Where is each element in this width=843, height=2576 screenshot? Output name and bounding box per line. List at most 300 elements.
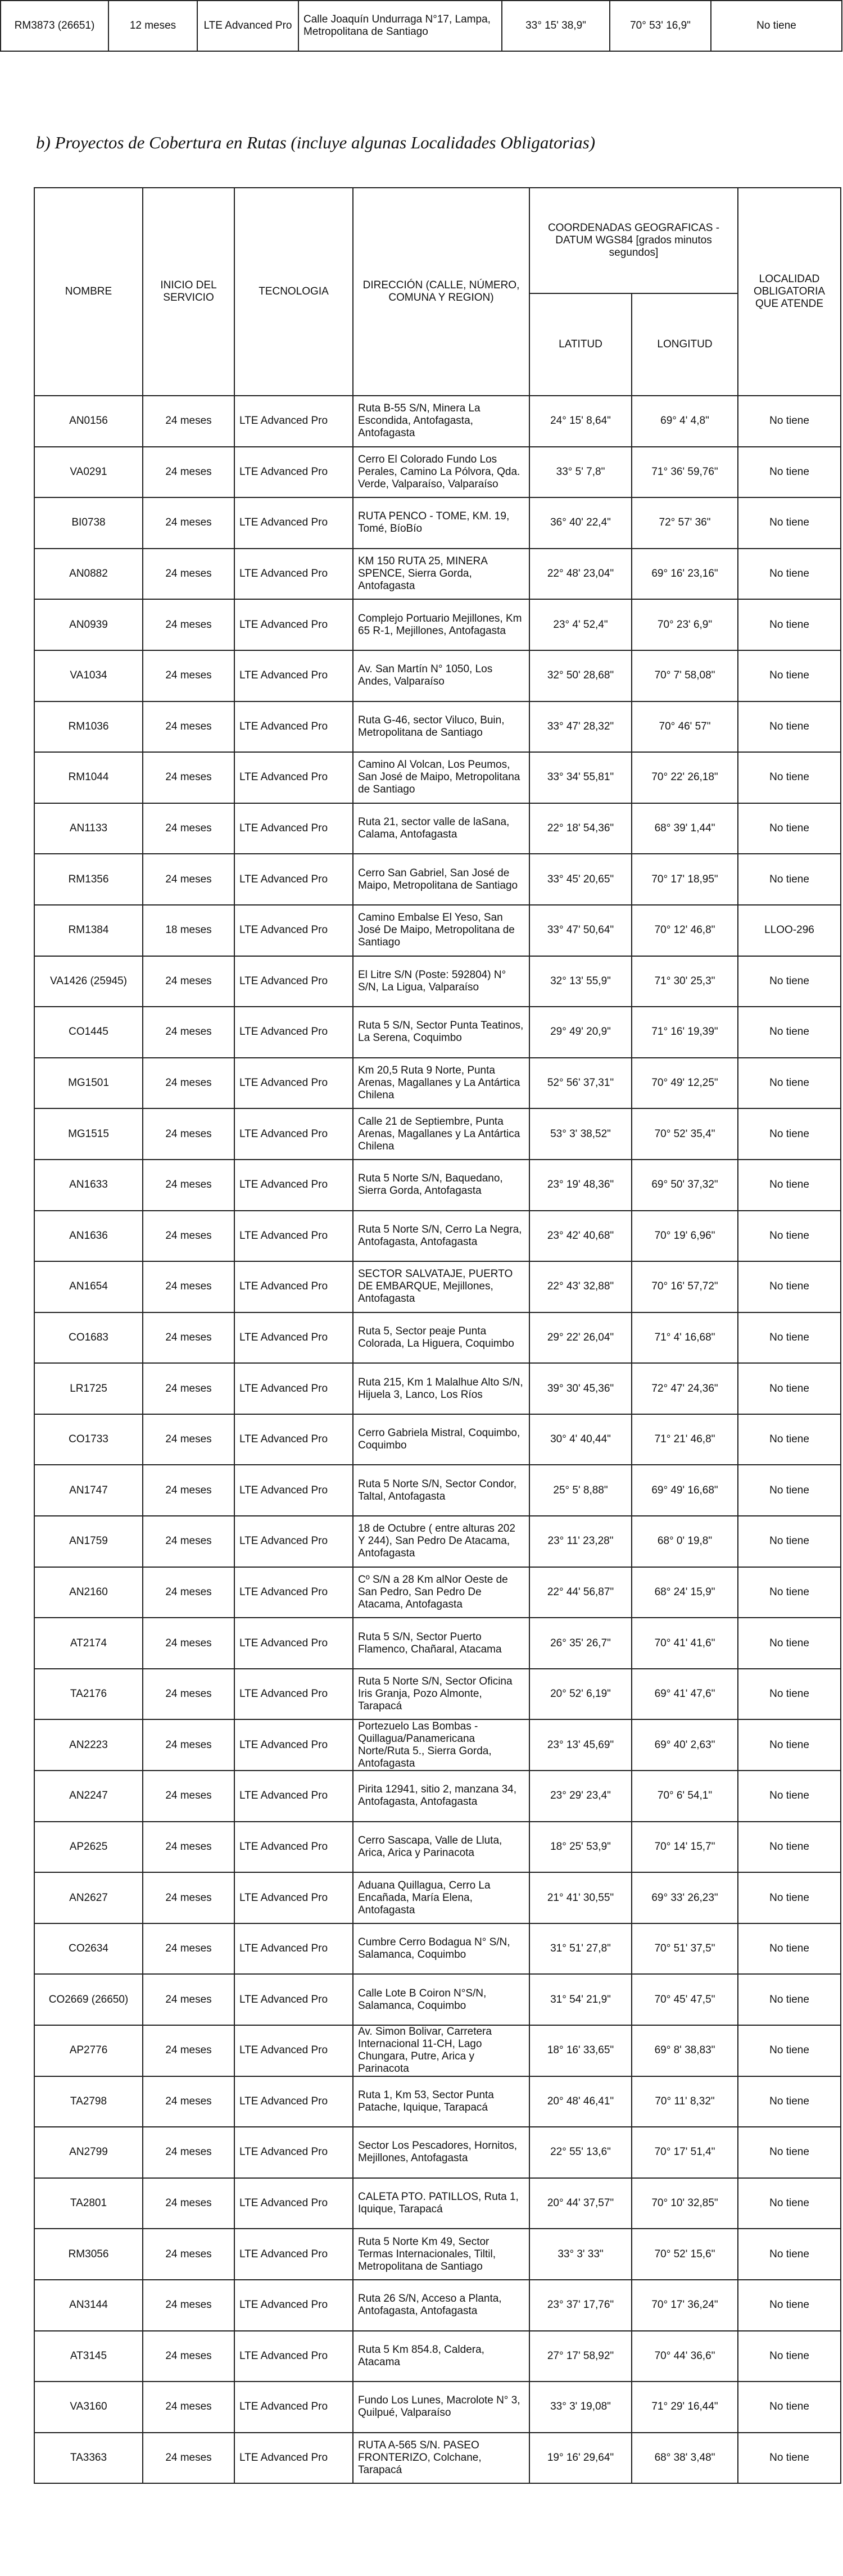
cell-inicio: 24 meses: [143, 650, 234, 701]
table-row: [34, 2280, 841, 2331]
cell-localidad: No tiene: [738, 1160, 841, 1211]
cell-localidad: No tiene: [738, 2025, 841, 2076]
cell-inicio: 24 meses: [143, 1211, 234, 1262]
cell-longitud: 70° 17' 51,4": [632, 2127, 738, 2178]
cell-latitud: 23° 37' 17,76": [529, 2280, 632, 2331]
cell-latitud: 29° 22' 26,04": [529, 1312, 632, 1364]
table-row: [34, 1108, 841, 1160]
cell-localidad: No tiene: [738, 1618, 841, 1669]
cell-localidad: No tiene: [738, 1822, 841, 1873]
cell-longitud: 69° 16' 23,16": [632, 549, 738, 600]
cell-direccion: Sector Los Pescadores, Hornitos, Mejillones, Antofagasta: [353, 2127, 529, 2178]
cell-direccion: Av. San Martín N° 1050, Los Andes, Valparaíso: [353, 650, 529, 701]
cell-direccion: Ruta 5, Sector peaje Punta Colorada, La Higuera, Coquimbo: [353, 1312, 529, 1364]
cell-localidad: No tiene: [738, 1465, 841, 1516]
cell-nombre: VA1034: [34, 650, 143, 701]
cell-direccion: Ruta 5 Norte S/N, Cerro La Negra, Antofagasta, Antofagasta: [353, 1211, 529, 1262]
cell-latitud: 29° 49' 20,9": [529, 1007, 632, 1058]
cell-tecnologia: LTE Advanced Pro: [234, 2025, 353, 2076]
header-tecnologia: TECNOLOGIA: [234, 188, 353, 396]
cell-localidad: No tiene: [738, 956, 841, 1007]
cell-localidad: No tiene: [738, 1923, 841, 1975]
table-row: [34, 1007, 841, 1058]
cell-inicio: 24 meses: [143, 2127, 234, 2178]
cell-nombre: VA0291: [34, 447, 143, 498]
cell-longitud: 68° 38' 3,48": [632, 2433, 738, 2484]
cell-nombre: VA3160: [34, 2382, 143, 2433]
cell-nombre: TA2801: [34, 2178, 143, 2229]
cell-tecnologia: LTE Advanced Pro: [234, 803, 353, 854]
cell-longitud: 70° 22' 26,18": [632, 752, 738, 803]
header-latitud: LATITUD: [529, 293, 632, 396]
previous-table-last-row: [0, 0, 842, 52]
cell-longitud: 70° 23' 6,9": [632, 599, 738, 650]
cell-latitud: 18° 25' 53,9": [529, 1822, 632, 1873]
table-row: [34, 905, 841, 956]
table-row: [34, 650, 841, 701]
cell-longitud: 68° 39' 1,44": [632, 803, 738, 854]
cell-inicio: 24 meses: [143, 1872, 234, 1923]
cell-direccion: 18 de Octubre ( entre alturas 202 Y 244), San Pedro De Atacama, Antofagasta: [353, 1516, 529, 1567]
cell-direccion: Cº S/N a 28 Km alNor Oeste de San Pedro, San Pedro De Atacama, Antofagasta: [353, 1567, 529, 1618]
cell-tecnologia: LTE Advanced Pro: [234, 599, 353, 650]
cell-nombre: AN3144: [34, 2280, 143, 2331]
cell-longitud: 70° 14' 15,7": [632, 1822, 738, 1873]
cell-direccion: Aduana Quillagua, Cerro La Encañada, María Elena, Antofagasta: [353, 1872, 529, 1923]
cell-longitud: 69° 41' 47,6": [632, 1669, 738, 1720]
coverage-routes-table: [34, 187, 841, 2484]
table-row: [34, 2127, 841, 2178]
cell-nombre: MG1501: [34, 1058, 143, 1109]
cell-tecnologia: LTE Advanced Pro: [197, 1, 298, 51]
cell-direccion: Calle Joaquín Undurraga N°17, Lampa, Metropolitana de Santiago: [298, 1, 502, 51]
cell-nombre: AN2799: [34, 2127, 143, 2178]
table-row: [34, 803, 841, 854]
cell-longitud: 70° 6' 54,1": [632, 1771, 738, 1822]
cell-inicio: 24 meses: [143, 1414, 234, 1465]
cell-latitud: 20° 44' 37,57": [529, 2178, 632, 2229]
cell-nombre: AT3145: [34, 2331, 143, 2382]
table-row: [34, 599, 841, 650]
cell-latitud: 33° 3' 33": [529, 2229, 632, 2280]
cell-localidad: No tiene: [738, 2280, 841, 2331]
cell-inicio: 24 meses: [143, 956, 234, 1007]
cell-nombre: AT2174: [34, 1618, 143, 1669]
cell-tecnologia: LTE Advanced Pro: [234, 1567, 353, 1618]
cell-tecnologia: LTE Advanced Pro: [234, 1872, 353, 1923]
cell-tecnologia: LTE Advanced Pro: [234, 2280, 353, 2331]
table-row: [34, 2178, 841, 2229]
cell-inicio: 24 meses: [143, 2178, 234, 2229]
table-row: [34, 1465, 841, 1516]
cell-latitud: 31° 54' 21,9": [529, 1974, 632, 2025]
cell-longitud: 70° 45' 47,5": [632, 1974, 738, 2025]
table-row: [34, 2433, 841, 2484]
cell-tecnologia: LTE Advanced Pro: [234, 1363, 353, 1414]
header-row: [34, 188, 841, 293]
cell-localidad: No tiene: [738, 2127, 841, 2178]
cell-longitud: 69° 4' 4,8": [632, 396, 738, 447]
cell-latitud: 33° 3' 19,08": [529, 2382, 632, 2433]
cell-inicio: 12 meses: [108, 1, 197, 51]
cell-nombre: TA3363: [34, 2433, 143, 2484]
cell-latitud: 23° 29' 23,4": [529, 1771, 632, 1822]
cell-longitud: 70° 7' 58,08": [632, 650, 738, 701]
cell-longitud: 70° 16' 57,72": [632, 1261, 738, 1312]
cell-direccion: Ruta 21, sector valle de laSana, Calama, Antofagasta: [353, 803, 529, 854]
cell-longitud: 68° 0' 19,8": [632, 1516, 738, 1567]
cell-direccion: Complejo Portuario Mejillones, Km 65 R-1, Mejillones, Antofagasta: [353, 599, 529, 650]
cell-inicio: 24 meses: [143, 447, 234, 498]
cell-direccion: Ruta 5 Norte S/N, Sector Oficina Iris Granja, Pozo Almonte, Tarapacá: [353, 1669, 529, 1720]
cell-direccion: Ruta B-55 S/N, Minera La Escondida, Antofagasta, Antofagasta: [353, 396, 529, 447]
cell-tecnologia: LTE Advanced Pro: [234, 1974, 353, 2025]
cell-nombre: RM1044: [34, 752, 143, 803]
cell-inicio: 24 meses: [143, 1669, 234, 1720]
cell-tecnologia: LTE Advanced Pro: [234, 2127, 353, 2178]
table-row: [34, 1058, 841, 1109]
cell-localidad: No tiene: [738, 1261, 841, 1312]
cell-longitud: 70° 11' 8,32": [632, 2076, 738, 2127]
cell-tecnologia: LTE Advanced Pro: [234, 1312, 353, 1364]
cell-inicio: 24 meses: [143, 2433, 234, 2484]
cell-inicio: 24 meses: [143, 1465, 234, 1516]
cell-latitud: 19° 16' 29,64": [529, 2433, 632, 2484]
cell-nombre: AN1636: [34, 1211, 143, 1262]
cell-nombre: CO1445: [34, 1007, 143, 1058]
cell-longitud: 71° 30' 25,3": [632, 956, 738, 1007]
cell-localidad: No tiene: [738, 854, 841, 905]
cell-inicio: 24 meses: [143, 803, 234, 854]
cell-inicio: 24 meses: [143, 599, 234, 650]
cell-tecnologia: LTE Advanced Pro: [234, 1465, 353, 1516]
cell-tecnologia: LTE Advanced Pro: [234, 1669, 353, 1720]
cell-localidad: No tiene: [738, 497, 841, 549]
cell-inicio: 24 meses: [143, 1567, 234, 1618]
cell-inicio: 24 meses: [143, 1160, 234, 1211]
cell-nombre: RM3056: [34, 2229, 143, 2280]
cell-direccion: KM 150 RUTA 25, MINERA SPENCE, Sierra Gorda, Antofagasta: [353, 549, 529, 600]
cell-localidad: No tiene: [738, 599, 841, 650]
cell-inicio: 24 meses: [143, 1108, 234, 1160]
cell-localidad: No tiene: [738, 701, 841, 753]
cell-inicio: 24 meses: [143, 1974, 234, 2025]
cell-tecnologia: LTE Advanced Pro: [234, 549, 353, 600]
cell-inicio: 24 meses: [143, 2382, 234, 2433]
cell-tecnologia: LTE Advanced Pro: [234, 2076, 353, 2127]
cell-localidad: No tiene: [738, 1007, 841, 1058]
cell-nombre: RM1356: [34, 854, 143, 905]
cell-inicio: 24 meses: [143, 2025, 234, 2076]
cell-tecnologia: LTE Advanced Pro: [234, 1414, 353, 1465]
cell-latitud: 53° 3' 38,52": [529, 1108, 632, 1160]
cell-localidad: No tiene: [738, 2433, 841, 2484]
cell-latitud: 24° 15' 8,64": [529, 396, 632, 447]
cell-nombre: AN1133: [34, 803, 143, 854]
cell-direccion: SECTOR SALVATAJE, PUERTO DE EMBARQUE, Mejillones, Antofagasta: [353, 1261, 529, 1312]
cell-localidad: No tiene: [738, 1669, 841, 1720]
cell-tecnologia: LTE Advanced Pro: [234, 1058, 353, 1109]
table-row: [34, 1567, 841, 1618]
cell-inicio: 24 meses: [143, 1618, 234, 1669]
cell-localidad: No tiene: [738, 1363, 841, 1414]
cell-tecnologia: LTE Advanced Pro: [234, 1923, 353, 1975]
cell-longitud: 70° 10' 32,85": [632, 2178, 738, 2229]
cell-latitud: 33° 15' 38,9": [502, 1, 610, 51]
cell-inicio: 24 meses: [143, 396, 234, 447]
cell-direccion: Ruta 5 Km 854.8, Caldera, Atacama: [353, 2331, 529, 2382]
cell-direccion: Portezuelo Las Bombas - Quillagua/Panamericana Norte/Ruta 5., Sierra Gorda, Antofagasta: [353, 1719, 529, 1771]
cell-longitud: 68° 24' 15,9": [632, 1567, 738, 1618]
cell-direccion: Ruta 5 Norte S/N, Sector Condor, Taltal, Antofagasta: [353, 1465, 529, 1516]
cell-nombre: AN1654: [34, 1261, 143, 1312]
cell-tecnologia: LTE Advanced Pro: [234, 1771, 353, 1822]
table-row: [34, 1160, 841, 1211]
table-row: [34, 447, 841, 498]
table-row: [1, 1, 842, 51]
table-row: [34, 1363, 841, 1414]
cell-nombre: TA2798: [34, 2076, 143, 2127]
cell-localidad: No tiene: [738, 1312, 841, 1364]
cell-latitud: 23° 19' 48,36": [529, 1160, 632, 1211]
header-direccion: DIRECCIÓN (CALLE, NÚMERO, COMUNA Y REGION): [353, 188, 529, 396]
cell-latitud: 25° 5' 8,88": [529, 1465, 632, 1516]
cell-nombre: TA2176: [34, 1669, 143, 1720]
cell-longitud: 70° 49' 12,25": [632, 1058, 738, 1109]
cell-inicio: 24 meses: [143, 1312, 234, 1364]
cell-nombre: RM1384: [34, 905, 143, 956]
cell-longitud: 70° 17' 36,24": [632, 2280, 738, 2331]
cell-localidad: No tiene: [738, 1058, 841, 1109]
cell-localidad: No tiene: [738, 1567, 841, 1618]
cell-longitud: 70° 12' 46,8": [632, 905, 738, 956]
cell-tecnologia: LTE Advanced Pro: [234, 701, 353, 753]
cell-latitud: 31° 51' 27,8": [529, 1923, 632, 1975]
cell-inicio: 24 meses: [143, 2280, 234, 2331]
cell-longitud: 70° 52' 35,4": [632, 1108, 738, 1160]
cell-nombre: CO2634: [34, 1923, 143, 1975]
table-row: [34, 497, 841, 549]
cell-longitud: 70° 52' 15,6": [632, 2229, 738, 2280]
cell-direccion: Ruta G-46, sector Viluco, Buin, Metropolitana de Santiago: [353, 701, 529, 753]
table-row: [34, 1618, 841, 1669]
cell-inicio: 24 meses: [143, 1822, 234, 1873]
cell-nombre: AN2247: [34, 1771, 143, 1822]
cell-direccion: Ruta 5 S/N, Sector Puerto Flamenco, Chañaral, Atacama: [353, 1618, 529, 1669]
cell-localidad: No tiene: [738, 2076, 841, 2127]
cell-nombre: AN1747: [34, 1465, 143, 1516]
cell-direccion: Ruta 5 Norte Km 49, Sector Termas Internacionales, Tiltil, Metropolitana de Santiago: [353, 2229, 529, 2280]
cell-localidad: No tiene: [738, 2331, 841, 2382]
cell-longitud: 72° 57' 36": [632, 497, 738, 549]
cell-longitud: 71° 29' 16,44": [632, 2382, 738, 2433]
cell-localidad: No tiene: [738, 1872, 841, 1923]
cell-tecnologia: LTE Advanced Pro: [234, 2178, 353, 2229]
cell-tecnologia: LTE Advanced Pro: [234, 1160, 353, 1211]
cell-longitud: 69° 49' 16,68": [632, 1465, 738, 1516]
cell-inicio: 24 meses: [143, 854, 234, 905]
cell-nombre: AN1759: [34, 1516, 143, 1567]
table-row: [34, 701, 841, 753]
cell-direccion: Fundo Los Lunes, Macrolote N° 3, Quilpué, Valparaíso: [353, 2382, 529, 2433]
cell-latitud: 32° 13' 55,9": [529, 956, 632, 1007]
cell-direccion: CALETA PTO. PATILLOS, Ruta 1, Iquique, Tarapacá: [353, 2178, 529, 2229]
table-row: [34, 2025, 841, 2076]
cell-latitud: 21° 41' 30,55": [529, 1872, 632, 1923]
cell-latitud: 18° 16' 33,65": [529, 2025, 632, 2076]
cell-inicio: 24 meses: [143, 1058, 234, 1109]
cell-nombre: AN2223: [34, 1719, 143, 1771]
cell-latitud: 33° 47' 50,64": [529, 905, 632, 956]
cell-latitud: 22° 18' 54,36": [529, 803, 632, 854]
table-row: [34, 1822, 841, 1873]
cell-nombre: RM1036: [34, 701, 143, 753]
table-row: [34, 1516, 841, 1567]
cell-latitud: 22° 44' 56,87": [529, 1567, 632, 1618]
cell-inicio: 24 meses: [143, 1007, 234, 1058]
cell-direccion: Cerro San Gabriel, San José de Maipo, Metropolitana de Santiago: [353, 854, 529, 905]
header-inicio: INICIO DEL SERVICIO: [143, 188, 234, 396]
cell-nombre: BI0738: [34, 497, 143, 549]
cell-tecnologia: LTE Advanced Pro: [234, 854, 353, 905]
cell-longitud: 71° 21' 46,8": [632, 1414, 738, 1465]
table-row: [34, 2382, 841, 2433]
table-row: [34, 1872, 841, 1923]
cell-nombre: CO2669 (26650): [34, 1974, 143, 2025]
cell-inicio: 24 meses: [143, 549, 234, 600]
table-row: [34, 1211, 841, 1262]
cell-longitud: 70° 53' 16,9": [610, 1, 711, 51]
cell-inicio: 24 meses: [143, 1771, 234, 1822]
cell-longitud: 70° 17' 18,95": [632, 854, 738, 905]
cell-nombre: AN0156: [34, 396, 143, 447]
cell-tecnologia: LTE Advanced Pro: [234, 2382, 353, 2433]
cell-nombre: RM3873 (26651): [1, 1, 108, 51]
cell-localidad: LLOO-296: [738, 905, 841, 956]
cell-direccion: Ruta 215, Km 1 Malalhue Alto S/N, Hijuela 3, Lanco, Los Ríos: [353, 1363, 529, 1414]
cell-longitud: 69° 8' 38,83": [632, 2025, 738, 2076]
cell-nombre: AP2776: [34, 2025, 143, 2076]
section-heading: b) Proyectos de Cobertura en Rutas (incluye algunas Localidades Obligatorias): [36, 133, 596, 152]
cell-localidad: No tiene: [738, 752, 841, 803]
cell-latitud: 52° 56' 37,31": [529, 1058, 632, 1109]
cell-direccion: Av. Simon Bolivar, Carretera Internacional 11-CH, Lago Chungara, Putre, Arica y Parinacota: [353, 2025, 529, 2076]
cell-nombre: AP2625: [34, 1822, 143, 1873]
cell-nombre: MG1515: [34, 1108, 143, 1160]
cell-localidad: No tiene: [738, 1974, 841, 2025]
cell-tecnologia: LTE Advanced Pro: [234, 1211, 353, 1262]
table-row: [34, 1719, 841, 1771]
cell-tecnologia: LTE Advanced Pro: [234, 2331, 353, 2382]
cell-latitud: 32° 50' 28,68": [529, 650, 632, 701]
table-row: [34, 1414, 841, 1465]
cell-longitud: 70° 46' 57": [632, 701, 738, 753]
cell-tecnologia: LTE Advanced Pro: [234, 1516, 353, 1567]
cell-localidad: No tiene: [711, 1, 842, 51]
cell-direccion: RUTA A-565 S/N. PASEO FRONTERIZO, Colchane, Tarapacá: [353, 2433, 529, 2484]
cell-tecnologia: LTE Advanced Pro: [234, 1108, 353, 1160]
table-row: [34, 396, 841, 447]
cell-localidad: No tiene: [738, 803, 841, 854]
cell-inicio: 24 meses: [143, 1516, 234, 1567]
cell-inicio: 24 meses: [143, 1363, 234, 1414]
cell-direccion: Ruta 1, Km 53, Sector Punta Patache, Iquique, Tarapacá: [353, 2076, 529, 2127]
table-row: [34, 1261, 841, 1312]
cell-latitud: 20° 52' 6,19": [529, 1669, 632, 1720]
cell-latitud: 33° 5' 7,8": [529, 447, 632, 498]
cell-tecnologia: LTE Advanced Pro: [234, 1719, 353, 1771]
table-row: [34, 1923, 841, 1975]
cell-tecnologia: LTE Advanced Pro: [234, 1261, 353, 1312]
cell-tecnologia: LTE Advanced Pro: [234, 396, 353, 447]
cell-localidad: No tiene: [738, 1414, 841, 1465]
cell-localidad: No tiene: [738, 549, 841, 600]
cell-longitud: 69° 40' 2,63": [632, 1719, 738, 1771]
cell-inicio: 24 meses: [143, 2076, 234, 2127]
cell-localidad: No tiene: [738, 1771, 841, 1822]
cell-direccion: Cumbre Cerro Bodagua N° S/N, Salamanca, Coquimbo: [353, 1923, 529, 1975]
cell-longitud: 69° 50' 37,32": [632, 1160, 738, 1211]
cell-tecnologia: LTE Advanced Pro: [234, 905, 353, 956]
cell-direccion: Ruta 5 S/N, Sector Punta Teatinos, La Serena, Coquimbo: [353, 1007, 529, 1058]
cell-latitud: 33° 47' 28,32": [529, 701, 632, 753]
cell-longitud: 71° 36' 59,76": [632, 447, 738, 498]
header-nombre: NOMBRE: [34, 188, 143, 396]
header-longitud: LONGITUD: [632, 293, 738, 396]
cell-direccion: Cerro Gabriela Mistral, Coquimbo, Coquimbo: [353, 1414, 529, 1465]
cell-nombre: CO1683: [34, 1312, 143, 1364]
cell-inicio: 24 meses: [143, 1261, 234, 1312]
cell-localidad: No tiene: [738, 2178, 841, 2229]
cell-inicio: 24 meses: [143, 1923, 234, 1975]
cell-tecnologia: LTE Advanced Pro: [234, 752, 353, 803]
cell-nombre: LR1725: [34, 1363, 143, 1414]
cell-tecnologia: LTE Advanced Pro: [234, 650, 353, 701]
cell-direccion: Ruta 5 Norte S/N, Baquedano, Sierra Gorda, Antofagasta: [353, 1160, 529, 1211]
table-row: [34, 854, 841, 905]
cell-localidad: No tiene: [738, 1211, 841, 1262]
cell-latitud: 22° 55' 13,6": [529, 2127, 632, 2178]
cell-localidad: No tiene: [738, 396, 841, 447]
cell-longitud: 70° 51' 37,5": [632, 1923, 738, 1975]
cell-nombre: AN2160: [34, 1567, 143, 1618]
cell-inicio: 18 meses: [143, 905, 234, 956]
table-row: [34, 1312, 841, 1364]
cell-nombre: AN0882: [34, 549, 143, 600]
cell-tecnologia: LTE Advanced Pro: [234, 2229, 353, 2280]
cell-longitud: 71° 4' 16,68": [632, 1312, 738, 1364]
cell-direccion: Cerro El Colorado Fundo Los Perales, Camino La Pólvora, Qda. Verde, Valparaíso, Valparaíso: [353, 447, 529, 498]
cell-localidad: No tiene: [738, 1108, 841, 1160]
cell-tecnologia: LTE Advanced Pro: [234, 1822, 353, 1873]
cell-longitud: 70° 44' 36,6": [632, 2331, 738, 2382]
header-coordenadas: COORDENADAS GEOGRAFICAS - DATUM WGS84 [grados minutos segundos]: [529, 188, 738, 293]
table-row: [34, 1771, 841, 1822]
cell-longitud: 70° 41' 41,6": [632, 1618, 738, 1669]
cell-tecnologia: LTE Advanced Pro: [234, 2433, 353, 2484]
cell-direccion: Pirita 12941, sitio 2, manzana 34, Antofagasta, Antofagasta: [353, 1771, 529, 1822]
cell-direccion: Calle Lote B Coiron N°S/N, Salamanca, Coquimbo: [353, 1974, 529, 2025]
cell-latitud: 22° 48' 23,04": [529, 549, 632, 600]
cell-direccion: Camino Embalse El Yeso, San José De Maipo, Metropolitana de Santiago: [353, 905, 529, 956]
cell-direccion: RUTA PENCO - TOME, KM. 19, Tomé, BíoBío: [353, 497, 529, 549]
table-row: [34, 956, 841, 1007]
cell-localidad: No tiene: [738, 1719, 841, 1771]
cell-latitud: 33° 45' 20,65": [529, 854, 632, 905]
cell-nombre: VA1426 (25945): [34, 956, 143, 1007]
cell-inicio: 24 meses: [143, 2331, 234, 2382]
cell-direccion: Ruta 26 S/N, Acceso a Planta, Antofagasta, Antofagasta: [353, 2280, 529, 2331]
